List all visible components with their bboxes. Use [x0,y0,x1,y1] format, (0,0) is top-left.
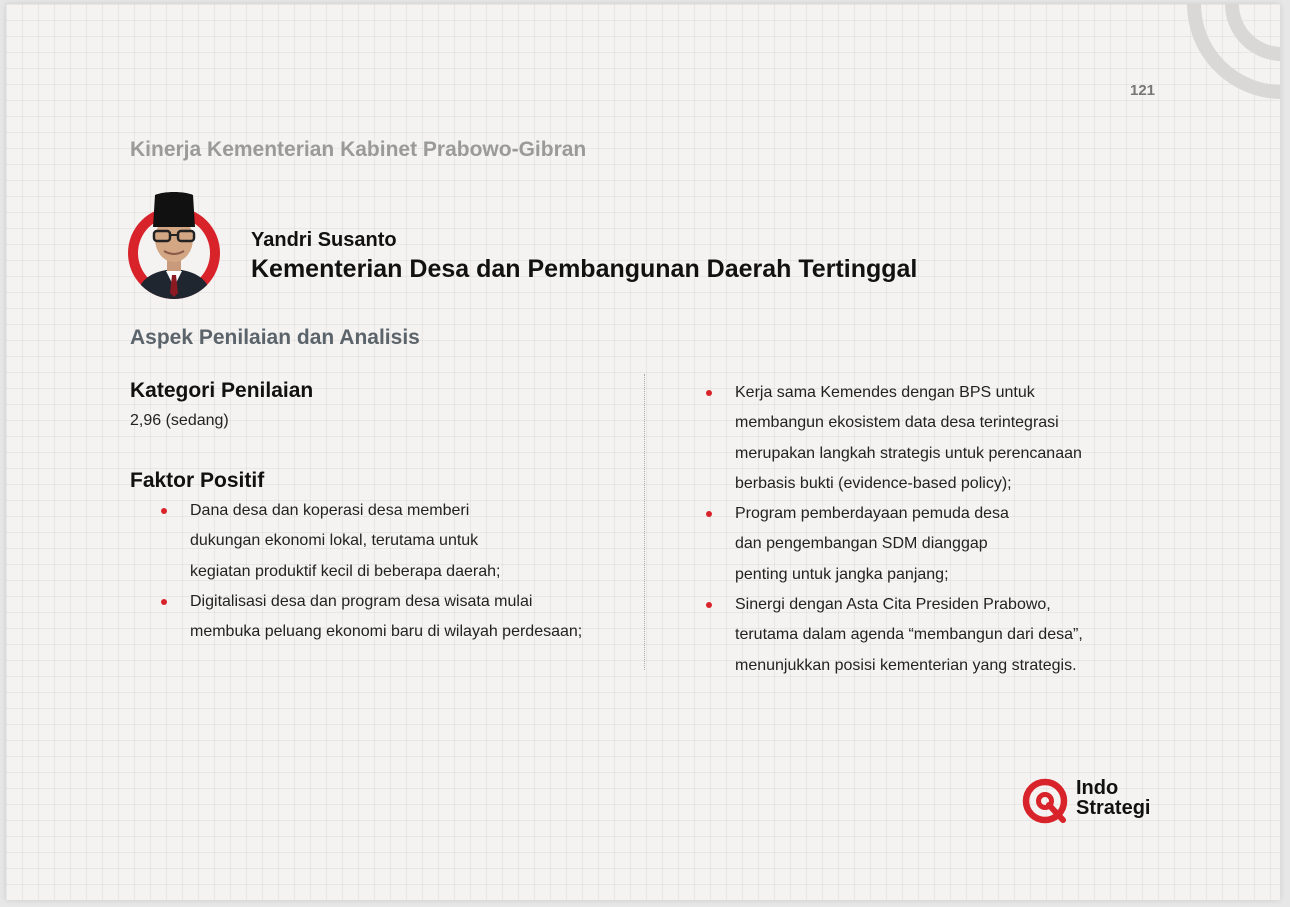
corner-arc-decoration [1182,4,1280,104]
list-item [705,590,1165,681]
list-item-line: berbasis bukti (evidence-based policy); [735,474,1012,492]
list-item-line: Digitalisasi desa dan program desa wisata mulai [190,592,533,610]
left-column [130,376,630,647]
list-item-line: Kerja sama Kemendes dengan BPS untuk [735,384,1035,401]
list-item-line: Dana desa dan koperasi desa memberi [190,502,470,519]
list-item-line: membangun ekosistem data desa terintegrasi [735,414,1059,432]
list-item-line: kegiatan produktif kecil di beberapa daerah; [190,562,501,580]
analysis-list [705,378,1165,681]
section-title: Aspek Penilaian dan Analisis [130,326,420,349]
bullet-dot-icon [706,390,712,396]
bullet-dot-icon [161,599,167,605]
logo-text-line2: Strategi [1076,797,1151,819]
list-item-line: terutama dalam agenda “membangun dari desa”, [735,626,1083,644]
kategori-value: 2,96 (sedang) [130,412,229,429]
ministry-name: Kementerian Desa dan Pembangunan Daerah Tertinggal [251,255,918,283]
list-item [705,378,1165,499]
list-item-line: menunjukkan posisi kementerian yang strategis. [735,656,1077,674]
faktor-positif-title: Faktor Positif [130,469,265,492]
list-item-line: dan pengembangan SDM dianggap [735,535,988,553]
list-item-line: Program pemberdayaan pemuda desa [735,505,1009,523]
right-column [705,378,1165,681]
logo-wordmark [1076,778,1150,818]
bullet-dot-icon [706,602,712,608]
indostrategi-logo-mark-icon [1020,776,1070,826]
list-item [130,496,630,587]
list-item [705,499,1165,590]
minister-photo [126,187,222,300]
logo-text-line1: Indo [1076,777,1119,799]
list-item-line: Sinergi dengan Asta Cita Presiden Prabowo, [735,596,1051,614]
page-number: 121 [1130,82,1156,99]
column-divider [644,374,645,670]
list-item-line: merupakan langkah strategis untuk perencanaan [735,444,1082,462]
bullet-dot-icon [161,508,167,514]
document-title: Kinerja Kementerian Kabinet Prabowo-Gibran [130,138,587,161]
list-item-line: penting untuk jangka panjang; [735,565,949,583]
bullet-dot-icon [706,511,712,517]
minister-name: Yandri Susanto [251,229,397,251]
kategori-title: Kategori Penilaian [130,379,314,402]
list-item-line: dukungan ekonomi lokal, terutama untuk [190,532,479,550]
indostrategi-logo [1020,774,1170,830]
document-page [6,4,1280,900]
list-item [130,587,630,648]
list-item-line: membuka peluang ekonomi baru di wilayah perdesaan; [190,623,583,641]
faktor-positif-list [130,496,630,647]
